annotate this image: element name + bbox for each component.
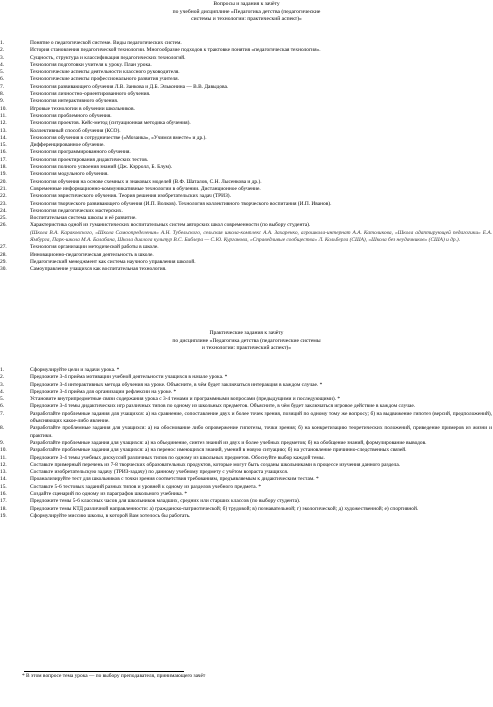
item-number: 21. [0,185,7,192]
item-text: Разработайте проблемные задания для учащихся: а) на перенос имеющихся знаний, умений в новую ситуацию; б) на установление причинно-следственных связей. [30,447,407,454]
item-text: Предложите темы КТД различной направленности: а) гражданско-патриотической; б) трудовой; в) познавательной; г) экологической; д) художественной; е) спортивной. [30,505,419,512]
question-item [0,179,492,186]
question-item [0,62,492,69]
section1-title [90,1,403,24]
question-item [0,252,492,259]
item-text: Современные информационно-коммуникативные технологии в обучении. Дистанционное обучение. [30,185,261,192]
item-number: 15. [0,142,7,149]
item-text: Технология педагогических мастерских. [30,207,123,214]
item-text: Создайте сценарий по одному из параграфов школьного учебника. * [30,491,188,498]
task-item [0,455,492,462]
item-text: Предложите 3-4 приёма мотивации учебной деятельности учащихся в начале урока. * [30,374,228,381]
item-text: Технология развивающего обучения Л.В. Занкова и Д.Б. Эльконина — В.В. Давыдова. [30,83,229,90]
item-number: 24. [0,207,7,214]
item-text: Технология творческого развивающего обучения (И.П. Волков). Технология коллективного творческого воспитания (И.П. Иванов). [30,200,332,207]
item-text: Технология проектов. Кейс-метод (ситуационная методика обучения). [30,120,191,127]
item-text: Воспитательная система школы и её развитие. [30,215,137,222]
item-text: Разработайте проблемные задания для учащихся: а) на объединение, синтез знаний из двух и более учебных предметов; б) на обобщение знаний, формулирование выводов. [30,439,427,446]
item-number: 2. [0,374,5,381]
question-item [0,244,492,251]
item-number: 11. [0,112,7,119]
question-item [0,266,492,273]
item-number: 18. [0,164,7,171]
item-number: 1. [0,40,5,46]
task-item [0,411,492,426]
section1-title-line: Вопросы и задания к зачёту [213,1,280,7]
section2-title [90,330,403,353]
item-text: Технология обучения на основе схемных и знаковых моделей (В.Ф. Шаталов, С.Н. Лысенкова и др.). [30,178,262,185]
item-text: Предложите 3-4 темы учебных дискуссий различных типов по одному из школьных предметов. Обоснуйте выбор каждой темы. [30,454,325,461]
item-text: История становления педагогической технологии. Многообразие подходов к трактовке понятия «педагогическая технология». [30,47,321,54]
question-item [0,84,492,91]
item-number: 3. [0,381,5,388]
item-number: 5. [0,396,5,403]
item-text: Характеристика одной из гуманистических воспитательных систем авторских школ современности (по выбору студента). [30,222,311,229]
item-number: 16. [0,149,7,156]
question-item [0,259,492,266]
item-number: 9. [0,439,5,446]
item-text: Технология полного усвоения знаний (Дж. Кэрролл, Б. Блум). [30,164,173,171]
item-text: Технология модульного обучения. [30,171,109,178]
item-number: 4. [0,61,5,68]
item-number: 3. [0,54,5,61]
practical-tasks-list [0,367,492,520]
item-number: 2. [0,47,5,54]
item-text: Понятие о педагогической системе. Виды педагогических систем. [30,40,182,46]
footnote: * В этом вопросе тема урока — по выбору преподавателя, принимающего зачёт [22,673,206,679]
question-item [0,222,492,244]
question-item [0,55,492,62]
item-text: Технология программированного обучения. [30,149,131,156]
task-item [0,498,492,505]
item-number: 30. [0,266,7,273]
section2-title-line: по дисциплине «Педагогика детства (педагогические системы [172,337,321,344]
item-number: 22. [0,193,7,200]
task-item [0,382,492,389]
section2-title-line: и технологии: практический аспект)» [201,345,292,352]
item-number: 13. [0,469,7,476]
item-number: 19. [0,512,7,519]
item-text: Технология подготовки учителя к уроку. План урока. [30,61,152,68]
item-number: 27. [0,244,7,251]
item-number: 12. [0,461,7,468]
item-number: 10. [0,105,7,112]
item-number: 17. [0,498,7,505]
item-text: Предложите 3-4 приёма для организации рефлексии на уроке. * [30,388,177,395]
item-number: 25. [0,215,7,222]
item-number: 20. [0,178,7,185]
item-number: 1. [0,367,5,373]
item-number: 10. [0,447,7,454]
item-number: 9. [0,98,5,105]
footnote-divider [24,671,184,672]
questions-list [0,40,492,274]
item-text: Установите внутрипредметные связи содержания урока с 3-4 темами и программными вопросами (предыдущими и последующими). * [30,396,341,403]
item-text: Сформулируйте миссию школы, в которой Вам хотелось бы работать. [30,512,191,519]
item-number: 7. [0,410,5,417]
item-number: 23. [0,200,7,207]
item-number: 17. [0,156,7,163]
question-item [0,171,492,178]
task-item [0,484,492,491]
item-text: Инновационно-педагогическая деятельность в школе. [30,251,154,258]
item-text: Предложите 3-4 интерактивных метода обучения на уроке. Объясните, в чём будет заключаться интеракция в каждом случае. * [30,381,323,388]
task-item [0,506,492,513]
task-item [0,476,492,483]
item-text: Составьте примерный перечень из 7-8 творческих образовательных продуктов, которые могут быть созданы школьниками в процессе изучения данного раздела. [30,461,401,468]
item-number: 12. [0,120,7,127]
item-text: Технология организации методической работы в школе. [30,244,159,251]
question-item [0,201,492,208]
item-number: 6. [0,403,5,410]
item-text: Коллективный способ обучения (КСО). [30,127,121,134]
item-number: 29. [0,258,7,265]
item-text: Технология обучения в сотрудничестве («Мозаика», «Учимся вместе» и др.). [30,134,207,141]
item-number: 8. [0,425,5,432]
question-item [0,149,492,156]
item-text: Сущность, структура и классификация педагогических технологий. [30,54,186,61]
item-number: 26. [0,222,7,229]
question-item [0,47,492,54]
item-number: 15. [0,483,7,490]
item-number: 7. [0,83,5,90]
item-number: 6. [0,76,5,83]
task-item [0,374,492,381]
item-text: Технологические аспекты профессионального развития учителя. [30,76,180,83]
item-text: Технологические аспекты деятельности классного руководителя. [30,69,180,76]
item-text: Технология проблемного обучения. [30,112,112,119]
item-number: 5. [0,69,5,76]
item-note: (Школа В.А. Караковского, «Школа Самоопределения» А.Н. Тубельского, сельская школа-комплекс А.А. Захаренко, агрошкола-интернат А.А. Католикова, «Школа адаптирующей педагогики» Е.А. Ямбурга, Парк-школа М.А. Балабана, Школа диалога культур В.С. Библера — С.Ю. Курганова, «Справедливые сообщества» Л. Кольберга (США), «Школа без неудачников» (США) и др.). [30,229,492,244]
question-item [0,120,492,127]
item-number: 14. [0,134,7,141]
item-number: 18. [0,505,7,512]
item-number: 16. [0,491,7,498]
item-number: 19. [0,171,7,178]
task-item [0,425,492,440]
question-item [0,208,492,215]
item-text: Сформулируйте цели и задачи урока. * [30,367,120,373]
item-text: Составьте изобретательскую задачу (ТРИЗ-задачу) по данному учебному предмету с учётом возраста учащихся. [30,469,289,476]
section1-title-line: по учебной дисциплине «Педагогика детства (педагогические [172,8,321,15]
item-text: Составьте 5-6 тестовых заданий разных типов и уровней к одному из разделов учебного предмета. * [30,483,262,490]
question-item [0,157,492,164]
question-item [0,98,492,105]
item-text: Технология проектирования дидактических тестов. [30,156,149,163]
item-text: Самоуправление учащихся как воспитательная технология. [30,266,167,273]
item-number: 28. [0,251,7,258]
item-text: Разработайте проблемные задания для учащихся: а) на сравнение, сопоставление двух и более точек зрения, позиций по одному тому же вопросу; б) на выдвижение гипотез (версий, предположений), объясняющих какое-либо явление. [30,410,492,425]
section2-title-line: Практические задания к зачёту [209,330,284,336]
question-item [0,193,492,200]
item-text: Технология эвристического обучения. Теория решения изобретательских задач (ТРИЗ). [30,193,231,200]
item-number: 13. [0,127,7,134]
item-number: 14. [0,476,7,483]
item-text: Технология личностно-ориентированного обучения. [30,91,151,98]
item-number: 11. [0,454,7,461]
section1-title-line: системы и технологии: практический аспект)» [191,16,302,23]
question-item [0,128,492,135]
question-item [0,106,492,113]
item-number: 4. [0,388,5,395]
task-item [0,403,492,410]
item-text: Игровые технологии в обучении школьников. [30,105,135,112]
item-text: Разработайте проблемные задания для учащихся: а) на обоснование либо опровержение гипотезы, точки зрения; б) на конкретизацию теоретических положений, приведение примеров из жизни и практики. [30,425,492,439]
task-item [0,447,492,454]
item-text: Дифференцированное обучение. [30,142,105,149]
task-item [0,513,492,520]
item-text: Проанализируйте тест для школьников с точки зрения соответствия требованиям, предъявляемым к дидактическим тестам. * [30,476,319,483]
item-number: 8. [0,91,5,98]
question-item [0,76,492,83]
item-text: Педагогический менеджмент как система научного управления школой. [30,258,196,265]
item-text: Технология интерактивного обучения. [30,98,119,105]
item-text: Предложите 3-4 темы дидактических игр различных типов по одному из школьных предметов. Объясните, в чём будет заключаться игровое действие в каждом случае. [30,403,416,410]
item-text: Предложите темы 5-6 классных часов для школьников младших, средних или старших классов (по выбору студента). [30,498,301,505]
